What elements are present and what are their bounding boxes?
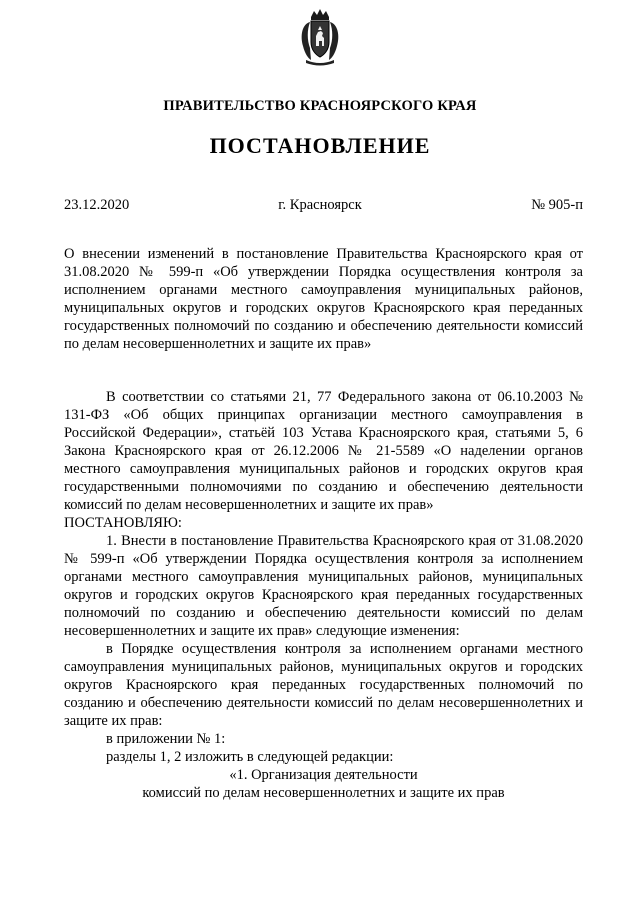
preamble-paragraph: В соответствии со статьями 21, 77 Федерального закона от 06.10.2003 № 131-ФЗ «Об общих принципах организации местного самоуправления в Российской Федерации», статьёй 103 Устава Красноярского края, статьями 5, 6 Закона Красноярского края от 26.12.2006 № 21-5589 «О наделении органов местного самоуправления муниципальных районов и городских округов края государственными полномочиями по созданию и обеспечению деятельности комиссий по делам несовершеннолетних и защите их прав» bbox=[64, 389, 583, 513]
document-type-title: ПОСТАНОВЛЕНИЕ bbox=[209, 133, 431, 158]
document-subject bbox=[64, 245, 583, 353]
subject-paragraph: О внесении изменений в постановление Правительства Красноярского края от 31.08.2020 № 599-п «Об утверждении Порядка осуществления контроля за исполнением органами местного самоуправления муниципальных районов, муниципальных округов и городских округов Красноярского края переданных государственных полномочий по созданию и обеспечению деятельности комиссий по делам несовершеннолетних и защите их прав» bbox=[64, 246, 583, 352]
document-body bbox=[64, 388, 583, 802]
document-city: г. Красноярск bbox=[278, 197, 362, 213]
document-number: № 905-п bbox=[531, 197, 583, 213]
decree-word: ПОСТАНОВЛЯЮ: bbox=[64, 515, 182, 531]
document-date: 23.12.2020 bbox=[64, 197, 130, 213]
item-1-paragraph: 1. Внести в постановление Правительства Красноярского края от 31.08.2020 № 599-п «Об утверждении Порядка осуществления контроля за исполнением органами местного самоуправления муниципальных районов, муниципальных округов и городских округов Красноярского края переданных государственных полномочий по созданию и обеспечению деятельности комиссий по делам несовершеннолетних и защите их прав» следующие изменения: bbox=[64, 533, 583, 639]
government-title: ПРАВИТЕЛЬСТВО КРАСНОЯРСКОГО КРАЯ bbox=[163, 98, 477, 114]
krasnoyarsk-coat-of-arms-icon bbox=[298, 8, 342, 66]
section-heading-line-2: комиссий по делам несовершеннолетних и защите их прав bbox=[142, 785, 505, 801]
section-heading-line-1: «1. Организация деятельности bbox=[229, 767, 418, 783]
appendix-line: в приложении № 1: bbox=[106, 731, 226, 747]
sections-line: разделы 1, 2 изложить в следующей редакции: bbox=[106, 749, 394, 765]
order-paragraph: в Порядке осуществления контроля за исполнением органами местного самоуправления муниципальных районов, муниципальных округов и городских округов Красноярского края переданных государственных полномочий по созданию и обеспечению деятельности комиссий по делам несовершеннолетних и защите их прав: bbox=[64, 641, 583, 729]
